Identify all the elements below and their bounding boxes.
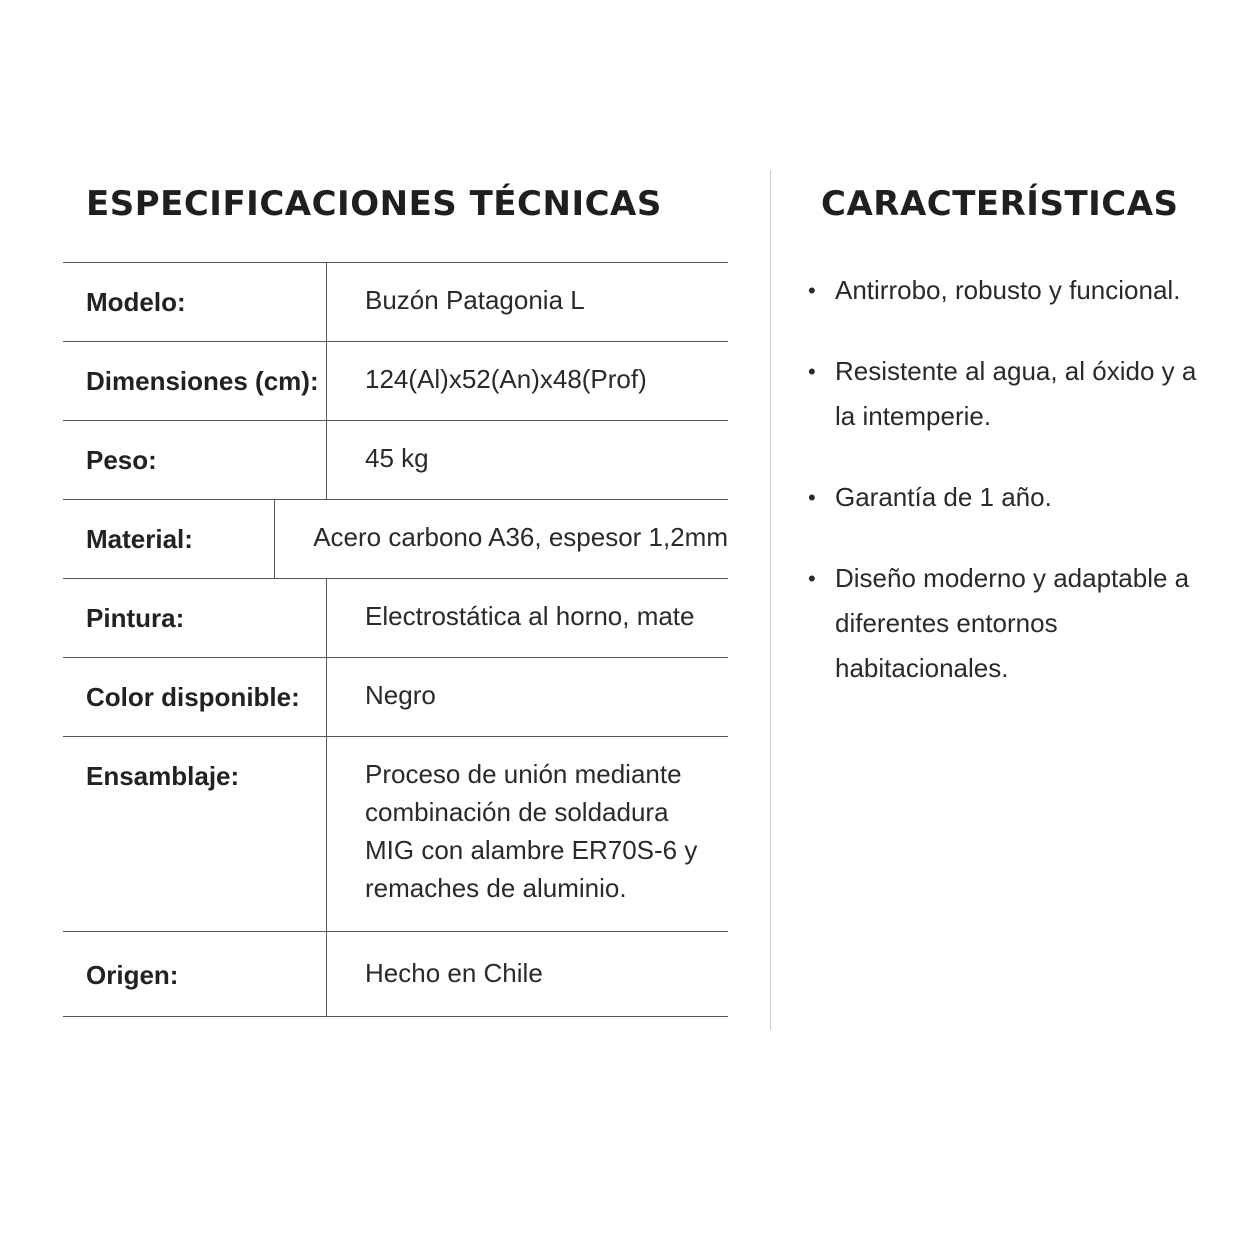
column-divider (770, 170, 771, 1030)
specifications-title: ESPECIFICACIONES TÉCNICAS (86, 184, 662, 224)
spec-label-material: Material: (63, 500, 275, 578)
spec-label-dimensiones: Dimensiones (cm): (63, 342, 327, 420)
spec-value-modelo: Buzón Patagonia L (365, 285, 585, 315)
bullet-icon: • (808, 566, 816, 591)
table-row (63, 421, 728, 500)
bullet-icon: • (808, 485, 816, 510)
table-row (63, 500, 728, 579)
table-row (63, 737, 728, 932)
table-row (63, 263, 728, 342)
list-item (800, 556, 1220, 691)
spec-label-peso: Peso: (63, 421, 327, 499)
list-item (800, 349, 1220, 439)
list-item (800, 268, 1220, 313)
feature-text: Resistente al agua, al óxido y a la intemperie. (835, 356, 1197, 431)
spec-value-material: Acero carbono A36, espesor 1,2mm (313, 522, 728, 552)
specifications-table (63, 262, 728, 1017)
bullet-icon: • (808, 359, 816, 384)
feature-text: Garantía de 1 año. (835, 482, 1052, 512)
spec-value-dimensiones: 124(Al)x52(An)x48(Prof) (365, 364, 647, 394)
table-row (63, 658, 728, 737)
spec-value-origen: Hecho en Chile (365, 958, 543, 988)
spec-value-color: Negro (365, 680, 436, 710)
spec-value-pintura: Electrostática al horno, mate (365, 601, 695, 631)
feature-text: Diseño moderno y adaptable a diferentes entornos habitacionales. (835, 563, 1190, 683)
table-row (63, 579, 728, 658)
spec-value-ensamblaje: Proceso de unión mediante combinación de soldadura MIG con alambre ER70S-6 y remaches de aluminio. (365, 759, 698, 903)
spec-value-peso: 45 kg (365, 443, 429, 473)
spec-label-color: Color disponible: (63, 658, 327, 736)
table-row (63, 342, 728, 421)
spec-label-pintura: Pintura: (63, 579, 327, 657)
table-row (63, 932, 728, 1017)
features-title: CARACTERÍSTICAS (821, 184, 1179, 224)
spec-label-ensamblaje: Ensamblaje: (63, 737, 327, 931)
spec-label-origen: Origen: (63, 932, 327, 1016)
list-item (800, 475, 1220, 520)
spec-label-modelo: Modelo: (63, 263, 327, 341)
bullet-icon: • (808, 278, 816, 303)
feature-text: Antirrobo, robusto y funcional. (835, 275, 1181, 305)
features-list (800, 268, 1220, 727)
